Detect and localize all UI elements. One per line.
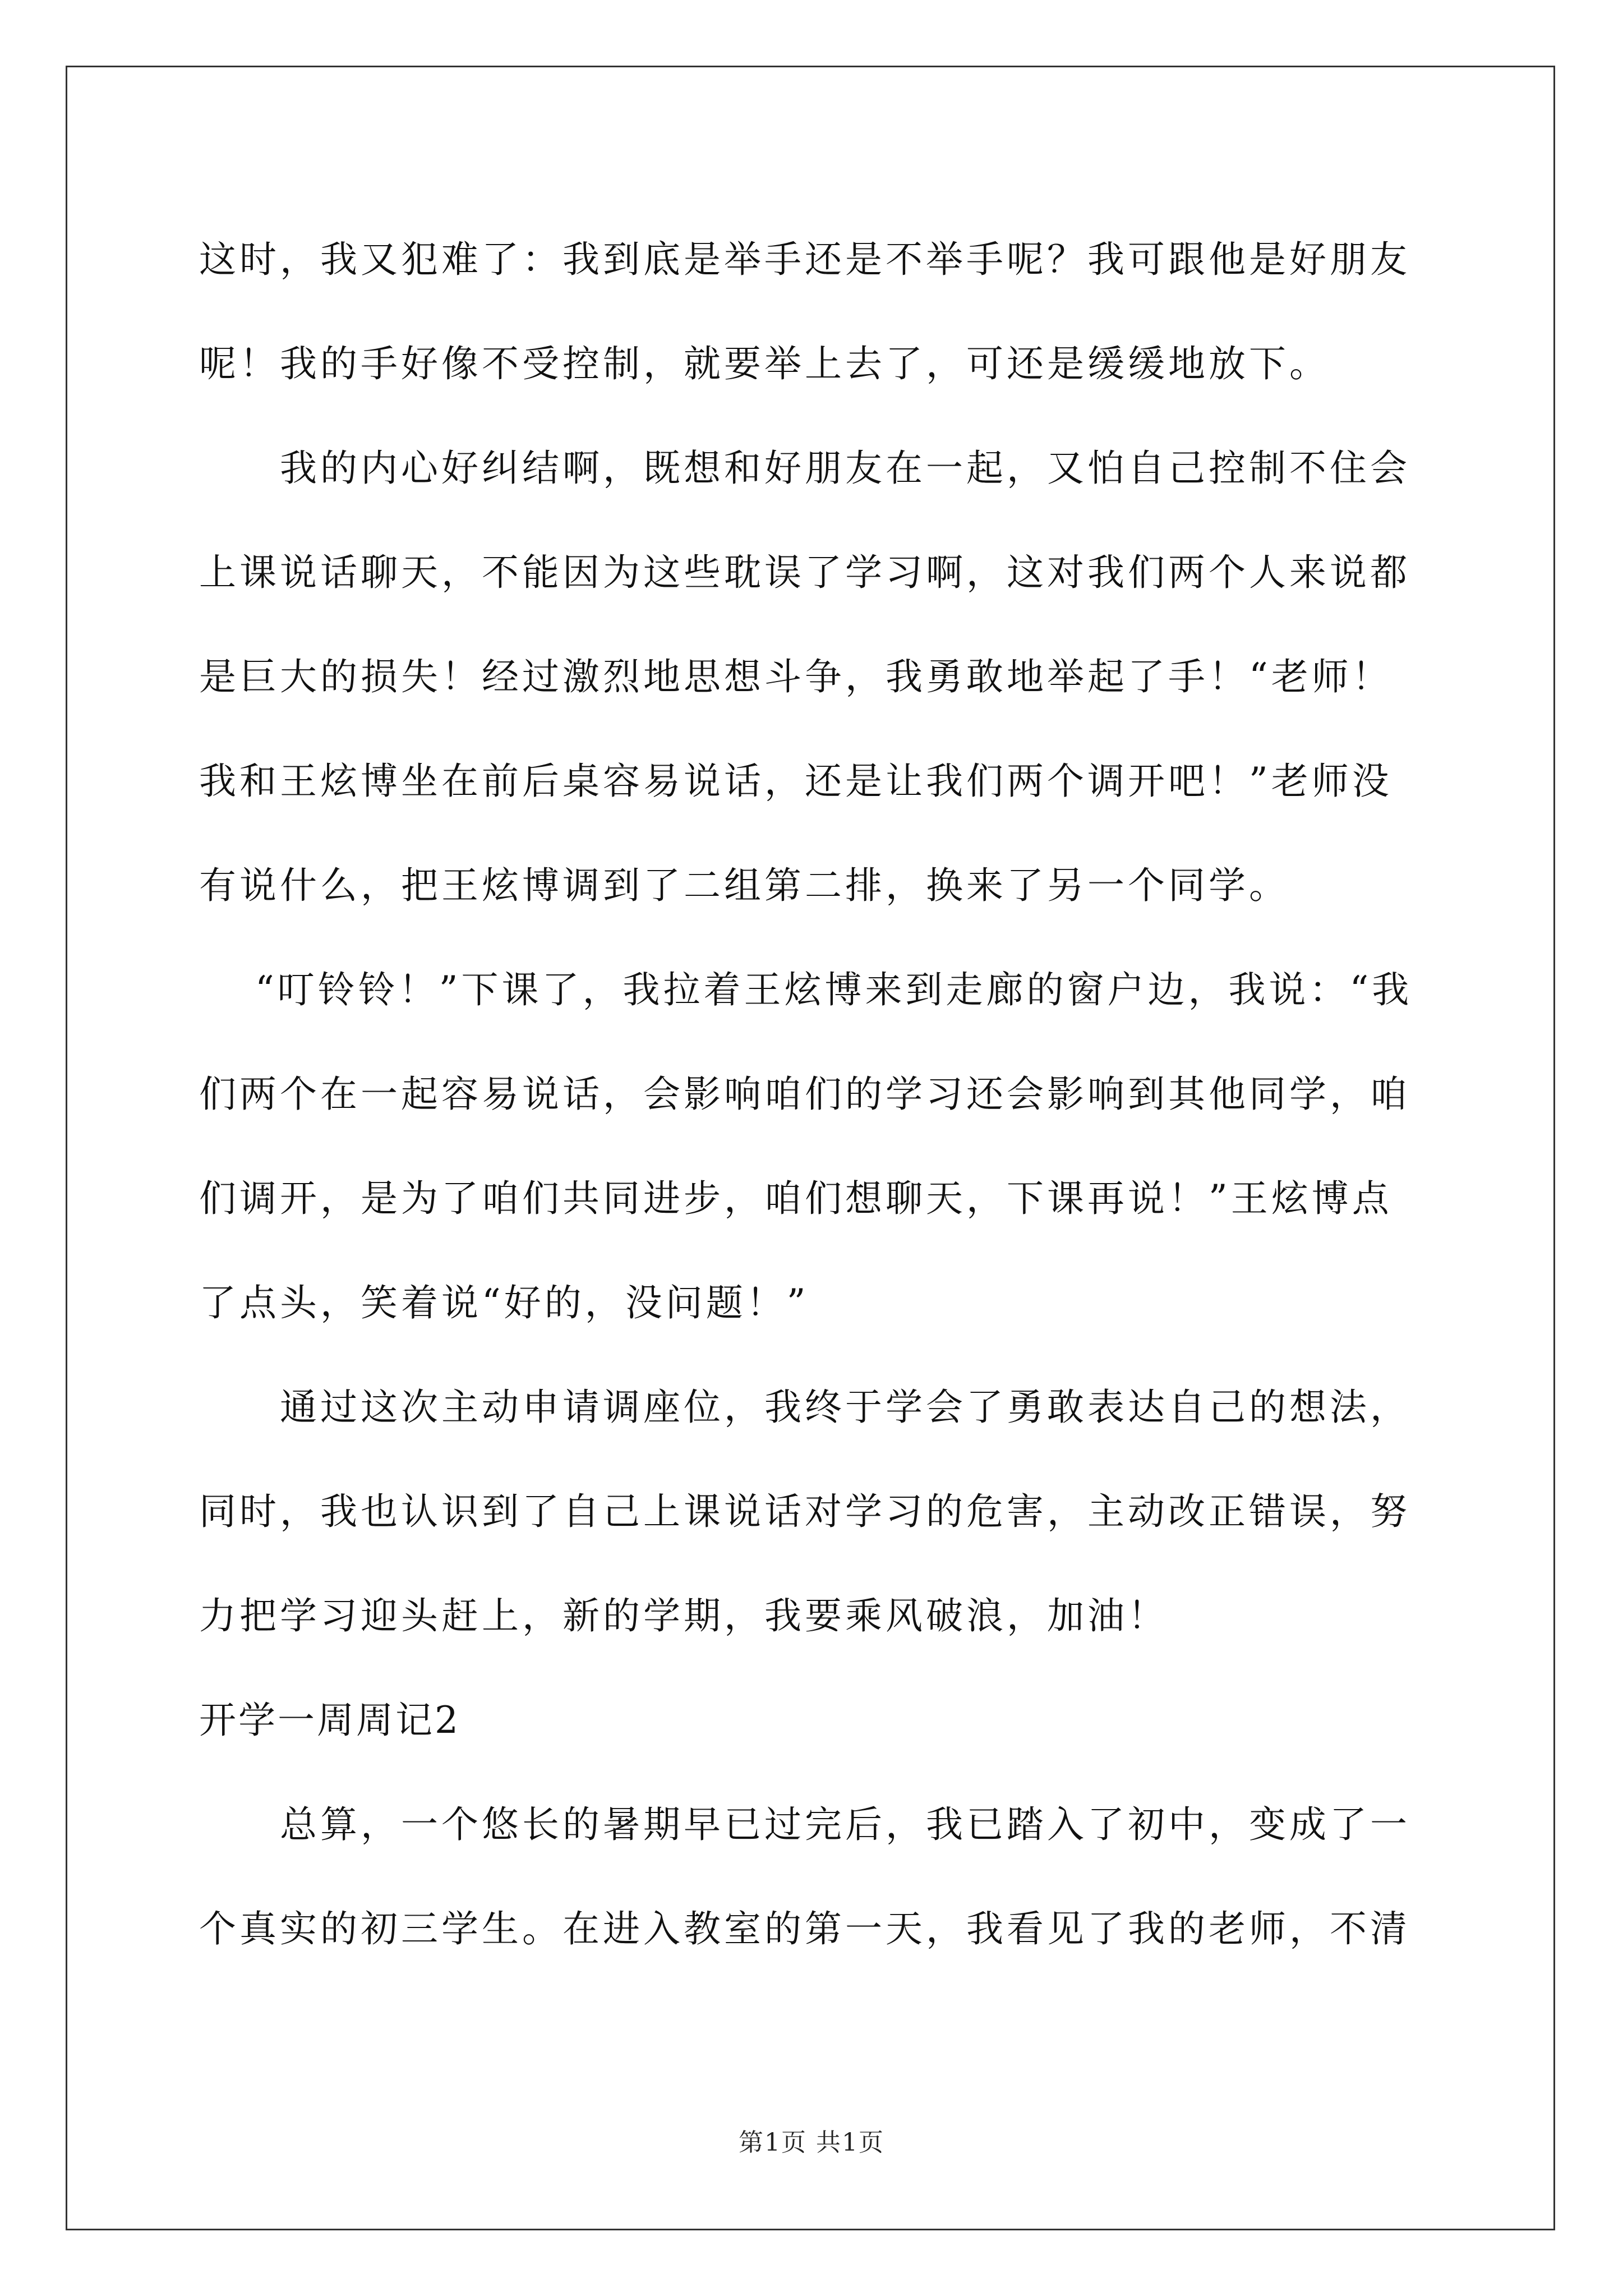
text-line: 同时，我也认识到了自己上课说话对学习的危害，主动改正错误，努 — [199, 1490, 1410, 1533]
text-line: 呢！我的手好像不受控制，就要举上去了，可还是缓缓地放下。 — [199, 342, 1330, 385]
paragraph-start-line: 我的内心好纠结啊，既想和好朋友在一起，又怕自己控制不住会 — [280, 447, 1410, 490]
text-line: 力把学习迎头赶上，新的学期，我要乘风破浪，加油！ — [199, 1594, 1168, 1637]
text-line: 是巨大的损失！经过激烈地思想斗争，我勇敢地举起了手！“老师！ — [199, 655, 1393, 698]
paragraph-start-line: 总算，一个悠长的暑期早已过完后，我已踏入了初中，变成了一 — [280, 1803, 1410, 1846]
text-line: 上课说话聊天，不能因为这些耽误了学习啊，这对我们两个人来说都 — [199, 551, 1410, 594]
text-line: 们调开，是为了咱们共同进步，咱们想聊天，下课再说！”王炫博点 — [199, 1177, 1393, 1220]
text-line: 有说什么，把王炫博调到了二组第二排，换来了另一个同学。 — [199, 864, 1289, 907]
paragraph-start-line: 通过这次主动申请调座位，我终于学会了勇敢表达自己的想法， — [280, 1386, 1410, 1429]
page-footer: 第1页 共1页 — [739, 2128, 884, 2157]
text-line: 这时，我又犯难了：我到底是举手还是不举手呢？我可跟他是好朋友 — [199, 238, 1410, 281]
text-line: 我和王炫博坐在前后桌容易说话，还是让我们两个调开吧！”老师没 — [199, 760, 1393, 803]
section-heading: 开学一周周记2 — [199, 1699, 460, 1742]
text-line: 了点头，笑着说“好的，没问题！” — [199, 1281, 809, 1324]
text-line: 个真实的初三学生。在进入教室的第一天，我看见了我的老师，不清 — [199, 1907, 1410, 1950]
text-line: 们两个在一起容易说话，会影响咱们的学习还会影响到其他同学，咱 — [199, 1073, 1410, 1116]
paragraph-start-line: “叮铃铃！”下课了，我拉着王炫博来到走廊的窗户边，我说：“我 — [255, 968, 1413, 1011]
document-body — [199, 208, 1433, 1981]
